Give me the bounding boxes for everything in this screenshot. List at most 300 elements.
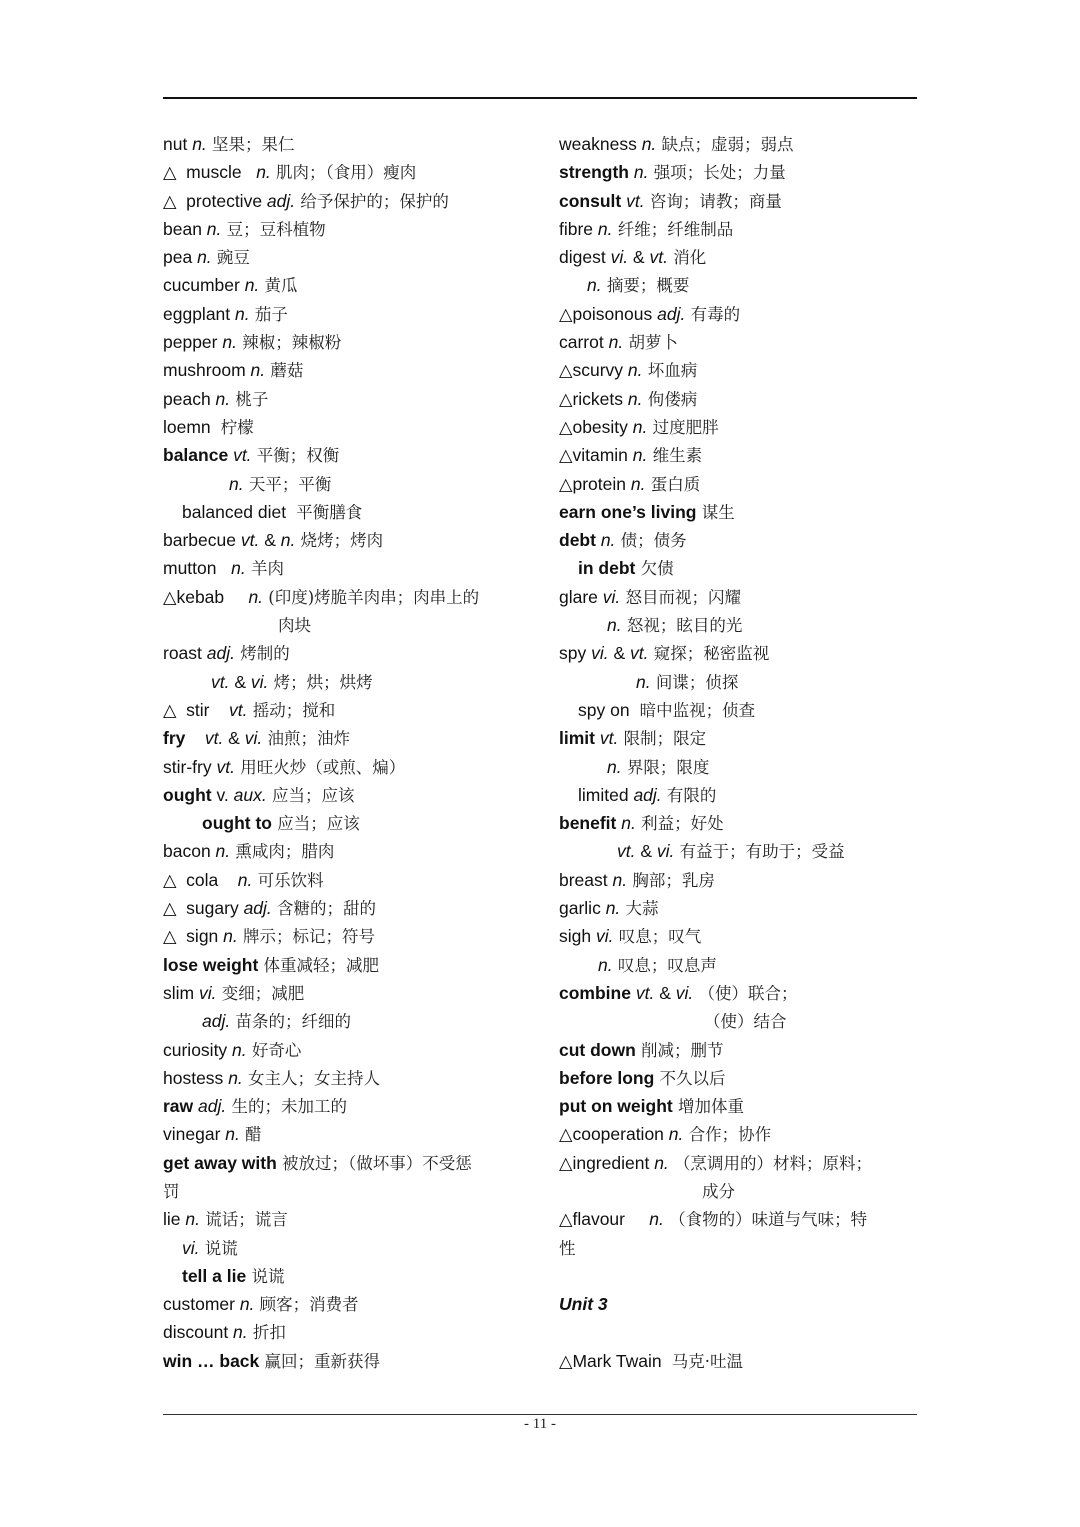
entry-text: barbecue xyxy=(163,530,241,551)
definition-text: 消化 xyxy=(667,248,707,268)
definition-text: 合作；协作 xyxy=(683,1125,772,1145)
vocab-line xyxy=(163,385,538,413)
vocab-line xyxy=(163,611,538,639)
definition-text: 窥探；秘密监视 xyxy=(648,644,770,664)
definition-text: 应当；应该 xyxy=(271,814,360,834)
definition-text: 牌示；标记；符号 xyxy=(237,927,376,947)
entry-text: balanced diet xyxy=(182,501,291,522)
definition-text: 谋生 xyxy=(696,502,735,522)
entry-text: lose weight xyxy=(163,954,259,975)
vocab-line xyxy=(163,187,538,215)
vocab-line xyxy=(163,668,538,696)
entry-text: n. xyxy=(228,1067,243,1088)
entry-text: n. xyxy=(597,218,613,239)
entry-text xyxy=(185,728,204,748)
vocab-line xyxy=(163,724,538,752)
entry-text: adj. xyxy=(657,303,686,324)
vocab-line xyxy=(163,1205,538,1233)
definition-text: 谎话；谎言 xyxy=(199,1210,288,1230)
vocab-line xyxy=(163,271,538,299)
entry-text: △ cola xyxy=(163,869,238,890)
vocab-line xyxy=(559,922,919,950)
vocab-line xyxy=(163,1092,538,1120)
definition-text: 坏血病 xyxy=(642,361,698,381)
entry-text: vi. xyxy=(595,926,614,947)
entry-text: n. xyxy=(222,332,237,353)
entry-text: ought to xyxy=(202,813,272,834)
entry-text: peach xyxy=(163,388,216,409)
footer-rule xyxy=(163,1414,917,1415)
entry-text: aux. xyxy=(233,784,267,805)
definition-text: 有益于；有助于；受益 xyxy=(674,842,845,862)
entry-text: balance xyxy=(163,445,229,466)
definition-text: 利益；好处 xyxy=(635,814,724,834)
vocab-line xyxy=(559,187,919,215)
entry-text: strength xyxy=(559,162,629,183)
entry-text: △ muscle xyxy=(163,162,257,183)
definition-text: 罚 xyxy=(163,1181,180,1201)
definition-text: 胸部；乳房 xyxy=(627,870,715,890)
vocab-line xyxy=(163,158,538,186)
entry-text: vt. xyxy=(630,643,649,664)
entry-text: △ sugary xyxy=(163,898,244,919)
vocab-line xyxy=(163,1007,538,1035)
definition-text: 生的；未加工的 xyxy=(226,1097,347,1117)
definition-text: 叹息；叹气 xyxy=(613,927,702,947)
entry-text: n. xyxy=(235,303,250,324)
definition-text: 豆；豆科植物 xyxy=(221,219,326,239)
definition-text: 说谎 xyxy=(199,1238,238,1258)
definition-text: 界限；限度 xyxy=(621,757,710,777)
entry-text: earn one’s living xyxy=(559,501,697,522)
definition-text: 平衡膳食 xyxy=(290,502,363,522)
vocab-line xyxy=(559,696,919,724)
entry-text: adj. xyxy=(266,190,296,211)
vocab-line xyxy=(163,1347,538,1375)
definition-text: 熏咸肉；腊肉 xyxy=(230,842,335,862)
entry-text: n. xyxy=(215,841,231,862)
definition-text: 烤；烘；烘烤 xyxy=(268,672,373,692)
vocab-line xyxy=(559,158,919,186)
definition-text: 成分 xyxy=(702,1181,735,1201)
entry-text: adj. xyxy=(243,898,272,919)
entry-text: adj. xyxy=(633,784,662,805)
entry-text: n. xyxy=(587,275,602,296)
entry-text: eggplant xyxy=(163,303,236,324)
entry-text: △Mark Twain xyxy=(559,1350,667,1371)
entry-text: n. xyxy=(256,162,271,183)
definition-text: 顾客；消费者 xyxy=(254,1295,359,1315)
entry-text: △ stir xyxy=(163,699,229,720)
entry-text: n. xyxy=(598,954,613,975)
entry-text: n. xyxy=(632,445,648,466)
vocab-line xyxy=(559,1234,919,1262)
entry-text: sigh xyxy=(559,926,596,947)
definition-text: 间谍；侦探 xyxy=(650,672,739,692)
vocab-line xyxy=(559,1149,919,1177)
entry-text: △flavour xyxy=(559,1209,650,1230)
vocab-line xyxy=(163,1036,538,1064)
vocab-line xyxy=(559,781,919,809)
vocab-line xyxy=(559,753,919,781)
definition-text: （使）结合 xyxy=(704,1012,787,1032)
entry-text: loemn xyxy=(163,416,216,437)
vocab-line xyxy=(163,215,538,243)
entry-text: vi. xyxy=(656,841,675,862)
entry-text: △ sign xyxy=(163,926,224,947)
entry-text: n. xyxy=(668,1124,684,1145)
vocab-line xyxy=(559,894,919,922)
definition-text: 马克·吐温 xyxy=(666,1351,743,1371)
definition-text: 胡萝卜 xyxy=(623,333,678,353)
entry-text: pea xyxy=(163,247,198,268)
vocab-line xyxy=(163,1318,538,1346)
entry-text: n. xyxy=(250,360,266,381)
vocab-line xyxy=(163,1064,538,1092)
entry-text: roast xyxy=(163,643,207,664)
entry-text: n. xyxy=(197,247,212,268)
definition-text: 变细；减肥 xyxy=(216,983,305,1003)
entry-text: △ingredient xyxy=(559,1152,655,1173)
definition-text: 怒视；眩目的光 xyxy=(621,616,743,636)
vocab-line xyxy=(163,894,538,922)
entry-text: △scurvy xyxy=(559,360,628,381)
entry-text: hostess xyxy=(163,1067,229,1088)
entry-text: n. xyxy=(607,756,622,777)
entry-text: before long xyxy=(559,1067,655,1088)
vocab-line xyxy=(163,583,538,611)
vocab-line xyxy=(163,1290,538,1318)
entry-text: vt. xyxy=(635,982,655,1003)
definition-text: 天平；平衡 xyxy=(243,474,332,494)
definition-text: 咨询；请教；商量 xyxy=(644,191,782,211)
entry-text: n. xyxy=(649,1209,664,1230)
entry-text: n. xyxy=(248,586,264,607)
definition-text: 好奇心 xyxy=(246,1040,302,1060)
definition-text: 黄瓜 xyxy=(259,276,298,296)
entry-text: fibre xyxy=(559,218,598,239)
entry-text: vt. xyxy=(233,445,252,466)
definition-text: 体重减轻；减肥 xyxy=(258,955,380,975)
vocab-line xyxy=(559,639,919,667)
entry-text: adj. xyxy=(198,1096,227,1117)
entry-text: n. xyxy=(605,898,621,919)
entry-text: n. xyxy=(244,275,260,296)
entry-text: limited xyxy=(578,784,634,805)
blank-line xyxy=(559,1318,919,1346)
entry-text: benefit xyxy=(559,813,617,834)
entry-text: n. xyxy=(223,926,238,947)
vocab-line xyxy=(559,271,919,299)
definition-text: 不久以后 xyxy=(654,1068,726,1088)
vocab-line xyxy=(559,470,919,498)
definition-text: 桃子 xyxy=(230,389,269,409)
entry-text: △kebab xyxy=(163,586,249,607)
definition-text: 给予保护的；保护的 xyxy=(295,191,449,211)
entry-text: n. xyxy=(280,530,296,551)
entry-text: weakness xyxy=(559,134,642,154)
definition-text: 怒目而视；闪耀 xyxy=(620,587,742,607)
vocab-line xyxy=(163,809,538,837)
entry-text: spy xyxy=(559,643,592,664)
definition-text: 赢回；重新获得 xyxy=(259,1351,381,1371)
vocab-line xyxy=(559,554,919,582)
definition-text: 茄子 xyxy=(249,304,288,324)
entry-text: n. xyxy=(607,615,622,636)
entry-text: Unit 3 xyxy=(559,1294,608,1315)
entry-text: vt. xyxy=(204,728,224,749)
definition-text: 应当；应该 xyxy=(266,785,355,805)
entry-text: & xyxy=(223,728,245,749)
vocab-line xyxy=(163,866,538,894)
entry-text: get away with xyxy=(163,1152,277,1173)
entry-text: v. xyxy=(211,784,234,805)
entry-text: breast xyxy=(559,869,613,890)
vocab-line xyxy=(559,837,919,865)
definition-text: 油煎；油炸 xyxy=(262,729,350,749)
definition-text: 被放过；（做坏事）不受惩 xyxy=(276,1153,472,1173)
entry-text: n. xyxy=(239,1294,255,1315)
entry-text: vt. xyxy=(240,530,260,551)
entry-text: combine xyxy=(559,982,631,1003)
vocab-line xyxy=(163,1234,538,1262)
entry-text: carrot xyxy=(559,332,609,353)
definition-text: 蘑菇 xyxy=(265,361,304,381)
definition-text: 蛋白质 xyxy=(645,474,701,494)
definition-text: 过度肥胖 xyxy=(647,417,719,437)
definition-text: 增加体重 xyxy=(672,1097,744,1117)
definition-text: 坚果；果仁 xyxy=(206,135,295,154)
entry-text: garlic xyxy=(559,898,606,919)
entry-text: vt. xyxy=(617,841,636,862)
definition-text: 大蒜 xyxy=(620,899,659,919)
entry-text: & xyxy=(628,247,650,268)
entry-text: n. xyxy=(192,134,207,154)
entry-text: n. xyxy=(237,869,253,890)
vocab-line xyxy=(559,356,919,384)
entry-text: △protein xyxy=(559,473,631,494)
vocab-line xyxy=(559,611,919,639)
vocab-line xyxy=(559,328,919,356)
definition-text: 缺点；虚弱；弱点 xyxy=(656,135,794,154)
entry-text: n. xyxy=(215,388,231,409)
entry-text: △poisonous xyxy=(559,303,658,324)
definition-text: 烧烤；烤肉 xyxy=(295,531,384,551)
vocab-line xyxy=(559,1347,919,1375)
definition-text: 辣椒；辣椒粉 xyxy=(236,333,342,353)
definition-text: 肉块 xyxy=(278,616,311,636)
vocab-line xyxy=(163,753,538,781)
entry-text: vi. xyxy=(198,982,217,1003)
vocab-line xyxy=(163,1262,538,1290)
vocab-line xyxy=(559,1007,919,1035)
vocab-line xyxy=(163,1120,538,1148)
entry-text: vt. xyxy=(216,756,235,777)
vocab-line xyxy=(163,922,538,950)
vocab-line xyxy=(163,243,538,271)
vocab-line xyxy=(163,130,538,158)
definition-text: 纤维；纤维制品 xyxy=(612,219,734,239)
entry-text: & xyxy=(608,643,631,664)
entry-text: cut down xyxy=(559,1039,636,1060)
vocab-line xyxy=(559,385,919,413)
vocab-line xyxy=(163,356,538,384)
vocab-line xyxy=(559,413,919,441)
vocab-line xyxy=(559,1177,919,1205)
definition-text: 烤制的 xyxy=(235,644,290,664)
vocab-line xyxy=(559,951,919,979)
page-number: - 11 - xyxy=(524,1416,556,1432)
entry-text: ought xyxy=(163,784,212,805)
definition-text: 债；债务 xyxy=(615,531,687,551)
entry-text: spy on xyxy=(578,699,635,720)
vocab-line xyxy=(163,328,538,356)
entry-text: n. xyxy=(233,1322,248,1343)
definition-text: （食物的）味道与气味；特 xyxy=(663,1210,868,1230)
entry-text: adj. xyxy=(206,643,235,664)
definition-text: 维生素 xyxy=(647,446,703,466)
entry-text: vi. xyxy=(602,586,621,607)
definition-text: 说谎 xyxy=(246,1266,285,1286)
blank-line xyxy=(559,1262,919,1290)
vocab-line xyxy=(163,300,538,328)
vocab-line xyxy=(163,837,538,865)
vocab-line xyxy=(559,583,919,611)
vocab-line xyxy=(559,979,919,1007)
entry-text: raw xyxy=(163,1096,194,1117)
entry-text: n. xyxy=(627,360,643,381)
vocab-line xyxy=(559,1064,919,1092)
entry-text: n. xyxy=(621,813,636,834)
entry-text: debt xyxy=(559,530,596,551)
vocab-line xyxy=(559,866,919,894)
definition-text: 摇动；搅和 xyxy=(247,700,336,720)
entry-text: discount xyxy=(163,1322,234,1343)
entry-text: bacon xyxy=(163,841,216,862)
entry-text: & xyxy=(635,841,657,862)
entry-text: n. xyxy=(633,162,649,183)
vocab-line xyxy=(163,639,538,667)
vocab-line xyxy=(559,1120,919,1148)
entry-text: vt. xyxy=(626,190,645,211)
entry-text: vi. xyxy=(675,982,694,1003)
entry-text: n. xyxy=(206,218,222,239)
entry-text: △rickets xyxy=(559,388,628,409)
entry-text: n. xyxy=(627,388,643,409)
vocab-line xyxy=(163,979,538,1007)
entry-text: n. xyxy=(630,473,646,494)
definition-text: 可乐饮料 xyxy=(252,870,324,890)
entry-text: n. xyxy=(185,1209,200,1230)
vocab-line xyxy=(559,498,919,526)
entry-text: vt. xyxy=(211,671,230,692)
entry-text: △vitamin xyxy=(559,445,633,466)
entry-text: adj. xyxy=(202,1011,231,1032)
vocab-line xyxy=(163,951,538,979)
entry-text: △obesity xyxy=(559,416,633,437)
entry-text: pepper xyxy=(163,332,223,353)
definition-text: 女主人；女主持人 xyxy=(242,1068,381,1088)
entry-text: & xyxy=(259,530,281,551)
entry-text: vi. xyxy=(610,247,629,268)
vocab-line xyxy=(163,696,538,724)
vocab-line xyxy=(559,724,919,752)
entry-text: vinegar xyxy=(163,1124,226,1145)
entry-text: n. xyxy=(636,671,651,692)
entry-text: mushroom xyxy=(163,360,251,381)
entry-text: n. xyxy=(232,1039,247,1060)
entry-text: △cooperation xyxy=(559,1124,669,1145)
entry-text: tell a lie xyxy=(182,1265,247,1286)
entry-text: limit xyxy=(559,728,595,749)
vocab-line xyxy=(559,1036,919,1064)
vocab-line xyxy=(559,1092,919,1120)
vocab-line xyxy=(559,809,919,837)
entry-text: bean xyxy=(163,218,207,239)
entry-text: n. xyxy=(632,416,648,437)
entry-text: fry xyxy=(163,728,186,749)
entry-text: consult xyxy=(559,190,622,211)
entry-text: n. xyxy=(608,332,624,353)
vocab-line xyxy=(559,215,919,243)
entry-text: glare xyxy=(559,586,603,607)
definition-text: 羊肉 xyxy=(245,559,284,579)
definition-text: 摘要；概要 xyxy=(601,276,690,296)
definition-text: 强项；长处；力量 xyxy=(648,163,786,183)
definition-text: 豌豆 xyxy=(211,248,250,268)
entry-text: mutton xyxy=(163,558,232,579)
definition-text: （使）联合； xyxy=(693,983,798,1003)
definition-text: 暗中监视；侦查 xyxy=(634,700,756,720)
definition-text: 苗条的；纤细的 xyxy=(230,1012,351,1032)
vocab-line xyxy=(163,526,538,554)
entry-text: n. xyxy=(225,1124,240,1145)
definition-text: 肌肉；（食用）瘦肉 xyxy=(270,163,417,183)
vocab-line xyxy=(559,526,919,554)
vocab-line xyxy=(163,554,538,582)
definition-text: 折扣 xyxy=(247,1323,286,1343)
entry-text: nut xyxy=(163,134,193,154)
definition-text: 用旺火炒（或煎、煸） xyxy=(234,757,406,777)
definition-text: 性 xyxy=(559,1238,576,1258)
entry-text: & xyxy=(229,671,251,692)
vocab-line xyxy=(559,1205,919,1233)
entry-text: slim xyxy=(163,982,199,1003)
entry-text: vt. xyxy=(228,699,248,720)
entry-text: vi. xyxy=(182,1237,200,1258)
definition-text: 平衡；权衡 xyxy=(251,446,340,466)
entry-text: in debt xyxy=(578,558,636,579)
vocab-line xyxy=(559,243,919,271)
vocab-line xyxy=(163,441,538,469)
definition-text: 有毒的 xyxy=(685,304,741,324)
definition-text: （烹调用的）材料；原料； xyxy=(668,1153,873,1173)
entry-text: n. xyxy=(641,134,657,154)
vocab-line xyxy=(163,1149,538,1177)
vocab-line xyxy=(559,441,919,469)
definition-text: 有限的 xyxy=(661,785,717,805)
left-column xyxy=(163,130,538,1375)
entry-text: △ protective xyxy=(163,190,267,211)
entry-text: lie xyxy=(163,1209,186,1230)
entry-text: put on weight xyxy=(559,1096,673,1117)
entry-text: n. xyxy=(654,1152,669,1173)
header-rule xyxy=(163,97,917,99)
entry-text: n. xyxy=(600,530,616,551)
definition-text: 叹息；叹息声 xyxy=(612,955,717,975)
entry-text: vt. xyxy=(649,247,668,268)
vocab-line xyxy=(163,781,538,809)
